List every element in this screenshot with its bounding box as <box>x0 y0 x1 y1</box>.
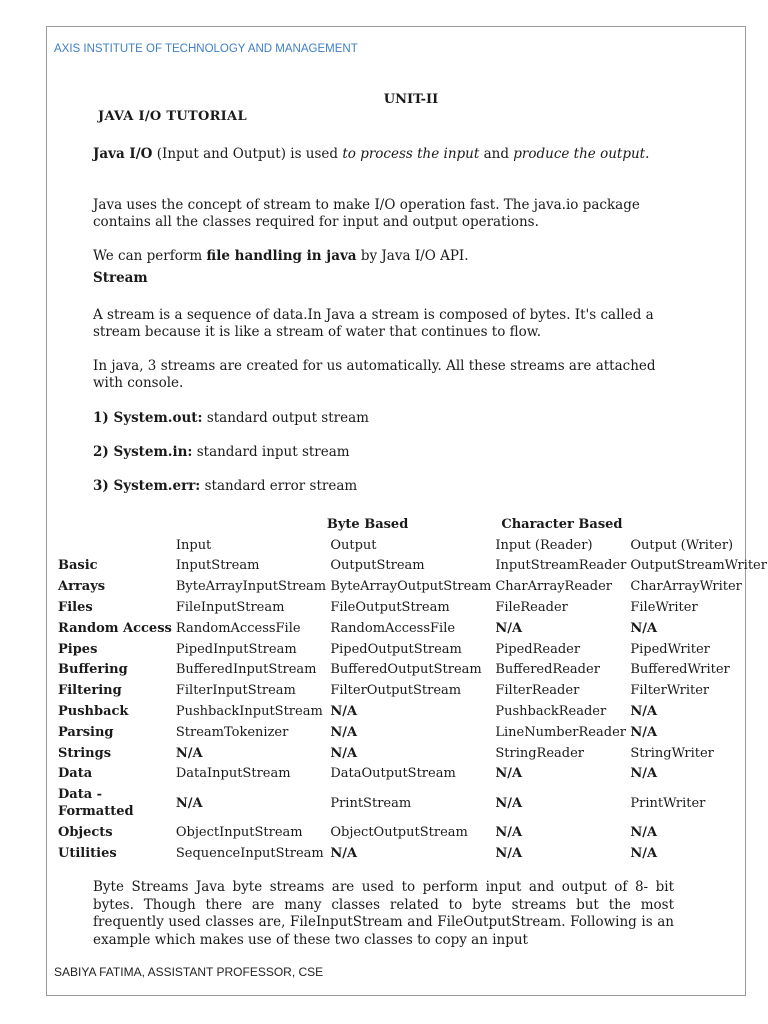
row-label: Objects <box>58 825 113 841</box>
table-cell: PushbackReader <box>495 704 607 720</box>
table-body <box>54 556 768 864</box>
table-row <box>54 618 768 639</box>
table-cell: StringWriter <box>630 745 714 761</box>
table-cell: ObjectOutputStream <box>330 825 468 841</box>
table-cell: PipedReader <box>495 641 581 657</box>
file-handling-bold: file handling in java <box>206 248 357 264</box>
stream-item <box>93 410 678 427</box>
row-label: Files <box>58 600 93 616</box>
table-row <box>54 597 768 618</box>
table-cell: FilterWriter <box>630 683 710 699</box>
io-classes-table <box>54 514 768 864</box>
table-cell: N/A <box>175 745 203 761</box>
file-handling-paragraph <box>93 248 678 265</box>
intro-text-3: . <box>645 146 650 162</box>
row-label: Buffering <box>58 662 128 678</box>
table-cell: PipedWriter <box>630 641 710 657</box>
table-cell: DataOutputStream <box>330 766 456 782</box>
intro-italic-2: produce the output <box>513 146 646 162</box>
file-handling-post: by Java I/O API. <box>356 248 469 264</box>
row-label: Pushback <box>58 704 129 720</box>
table-row <box>54 764 768 785</box>
table-cell: FileOutputStream <box>330 600 450 616</box>
table-cell: CharArrayWriter <box>630 579 742 595</box>
table-cell: DataInputStream <box>175 766 291 782</box>
intro-text-2: and <box>479 146 514 162</box>
table-cell: StringReader <box>495 745 585 761</box>
stream-item-name: System.in: <box>113 444 193 460</box>
table-cell: N/A <box>630 704 658 720</box>
table-cell: FilterReader <box>495 683 580 699</box>
table-cell: FilterOutputStream <box>330 683 462 699</box>
table-cell: FileReader <box>495 600 568 616</box>
table-row <box>54 576 768 597</box>
row-label: Utilities <box>58 846 117 862</box>
table-cell: CharArrayReader <box>495 579 613 595</box>
intro-bold: Java I/O <box>93 146 153 162</box>
table-row <box>54 680 768 701</box>
table-cell: FileInputStream <box>175 600 285 616</box>
row-label: Basic <box>58 558 98 574</box>
table-cell: N/A <box>330 724 358 740</box>
tutorial-title: JAVA I/O TUTORIAL <box>98 109 247 124</box>
table-cell: N/A <box>630 766 658 782</box>
stream-item <box>93 444 678 461</box>
table-cell: N/A <box>630 846 658 862</box>
byte-streams-paragraph: Byte Streams Java byte streams are used to perform input and output of 8- bit bytes. Though there are many classes related to byte streams but the most frequently used classes are, FileInputStream and FileOutputStream. Following is an example which makes use of these two classes to copy an input <box>93 879 674 948</box>
table-cell: N/A <box>330 704 358 720</box>
table-row <box>54 639 768 660</box>
table-cell: N/A <box>330 745 358 761</box>
intro-italic-1: to process the input <box>342 146 480 162</box>
table-cell: OutputStreamWriter <box>630 558 767 574</box>
stream-item-num: 2) <box>93 444 114 460</box>
stream-item-name: System.out: <box>113 410 203 426</box>
footer-author: SABIYA FATIMA, ASSISTANT PROFESSOR, CSE <box>54 965 324 979</box>
table-cell: FileWriter <box>630 600 698 616</box>
table-cell: RandomAccessFile <box>330 620 456 636</box>
table-cell: N/A <box>630 620 658 636</box>
table-cell: PipedOutputStream <box>330 641 462 657</box>
stream-definition-paragraph: A stream is a sequence of data.In Java a stream is composed of bytes. It's called a stream because it is like a stream of water that continues to flow. <box>93 307 654 340</box>
group-header-character: Character Based <box>501 516 623 532</box>
table-row <box>54 701 768 722</box>
table-cell: ByteArrayInputStream <box>175 579 327 595</box>
table-column-header-row <box>54 535 768 556</box>
intro-paragraph <box>93 146 678 163</box>
table-cell: N/A <box>630 825 658 841</box>
table-row <box>54 722 768 743</box>
table-cell: ObjectInputStream <box>175 825 303 841</box>
stream-item-desc: standard output stream <box>202 410 369 426</box>
table-cell: BufferedInputStream <box>175 662 317 678</box>
table-row <box>54 822 768 843</box>
row-label: Random Access <box>58 620 172 636</box>
table-group-header-row <box>54 514 768 535</box>
stream-heading: Stream <box>93 270 148 286</box>
table-row <box>54 784 768 822</box>
column-header: Input (Reader) <box>495 537 593 553</box>
table-cell: InputStream <box>175 558 260 574</box>
group-header-byte: Byte Based <box>326 516 409 532</box>
row-label: Data - Formatted <box>58 787 134 820</box>
stream-item-desc: standard error stream <box>200 478 358 494</box>
table-cell: OutputStream <box>330 558 425 574</box>
table-cell: PushbackInputStream <box>175 704 323 720</box>
row-label: Strings <box>58 745 112 761</box>
table-cell: RandomAccessFile <box>175 620 301 636</box>
table-cell: N/A <box>330 846 358 862</box>
table-cell: FilterInputStream <box>175 683 296 699</box>
unit-title: UNIT-II <box>383 92 439 107</box>
row-label: Parsing <box>58 724 114 740</box>
table-cell: ByteArrayOutputStream <box>330 579 492 595</box>
table-cell: PrintWriter <box>630 795 706 811</box>
table-row <box>54 556 768 577</box>
table-cell: PrintStream <box>330 795 412 811</box>
table-cell: BufferedWriter <box>630 662 730 678</box>
stream-concept-paragraph: Java uses the concept of stream to make I/O operation fast. The java.io package contains all the classes required for input and output operations. <box>93 197 640 230</box>
table-cell: N/A <box>495 795 523 811</box>
table-cell: InputStreamReader <box>495 558 627 574</box>
table-row <box>54 660 768 681</box>
column-header: Output (Writer) <box>630 537 734 553</box>
row-label: Arrays <box>58 579 106 595</box>
column-header: Input <box>175 537 212 553</box>
table-cell: N/A <box>495 620 523 636</box>
table-cell: N/A <box>495 766 523 782</box>
auto-streams-paragraph: In java, 3 streams are created for us automatically. All these streams are attached with console. <box>93 358 656 391</box>
table-row <box>54 743 768 764</box>
institute-header: AXIS INSTITUTE OF TECHNOLOGY AND MANAGEMENT <box>54 43 358 55</box>
table-cell: StreamTokenizer <box>175 724 289 740</box>
table-cell: N/A <box>175 795 203 811</box>
row-label: Filtering <box>58 683 122 699</box>
table-cell: N/A <box>495 846 523 862</box>
file-handling-pre: We can perform <box>93 248 207 264</box>
stream-item-desc: standard input stream <box>192 444 350 460</box>
row-label: Pipes <box>58 641 98 657</box>
stream-item-num: 1) <box>93 410 114 426</box>
table-cell: BufferedOutputStream <box>330 662 482 678</box>
stream-item <box>93 478 678 495</box>
table-cell: SequenceInputStream <box>175 846 324 862</box>
row-label: Data <box>58 766 93 782</box>
table-cell: LineNumberReader <box>495 724 626 740</box>
table-row <box>54 843 768 864</box>
table-cell: N/A <box>630 724 658 740</box>
table-cell: PipedInputStream <box>175 641 297 657</box>
table-cell: BufferedReader <box>495 662 600 678</box>
stream-item-name: System.err: <box>113 478 201 494</box>
intro-text-1: (Input and Output) is used <box>152 146 343 162</box>
table-cell: N/A <box>495 825 523 841</box>
column-header: Output <box>330 537 377 553</box>
stream-item-num: 3) <box>93 478 114 494</box>
